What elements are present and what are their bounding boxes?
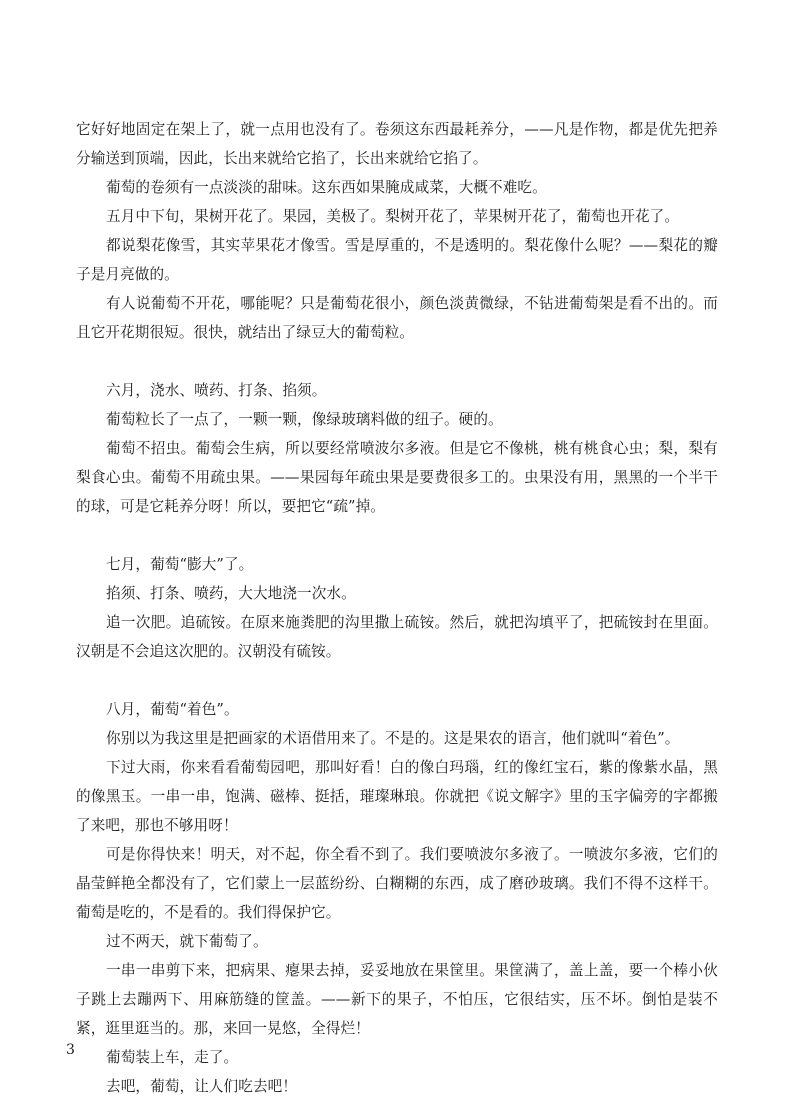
- paragraph: 掐须、打条、喷药，大大地浇一次水。: [106, 585, 356, 602]
- body-text: [76, 115, 718, 1101]
- paragraph: 葡萄的卷须有一点淡淡的甜味。这东西如果腌成咸菜，大概不难吃。: [106, 179, 547, 196]
- paragraph: 有人说葡萄不开花，哪能呢？只是葡萄花很小，颜色淡黄微绿，不钻进葡萄架是看不出的。而且它开花期很短。很快，就结出了绿豆大的葡萄粒。: [76, 295, 718, 341]
- paragraph: 一串一串剪下来，把病果、瘪果去掉，妥妥地放在果筐里。果筐满了，盖上盖，要一个棒小伙子跳上去蹦两下、用麻筋缝的筐盖。——新下的果子，不怕压，它很结实，压不坏。倒怕是装不紧，逛里逛当的。那，来回一晃悠，全得烂！: [76, 962, 718, 1037]
- paragraph: 葡萄不招虫。葡萄会生病，所以要经常喷波尔多液。但是它不像桃，桃有桃食心虫；梨，梨有梨食心虫。葡萄不用疏虫果。——果园每年疏虫果是要费很多工的。虫果没有用，黑黑的一个半干的球，可是它耗养分呀！所以，要把它“疏”掉。: [76, 440, 718, 515]
- paragraph: 下过大雨，你来看看葡萄园吧，那叫好看！白的像白玛瑙，红的像红宝石，紫的像紫水晶，黑的像黑玉。一串一串，饱满、磁棒、挺括，璀璨琳琅。你就把《说文解字》里的玉字偏旁的字都搬了来吧，那也不够用呀！: [76, 759, 718, 834]
- paragraph: 去吧，葡萄，让人们吃去吧！: [106, 1078, 298, 1095]
- section-break: [76, 666, 718, 695]
- section-break: [76, 347, 718, 376]
- paragraph: 七月，葡萄“膨大”了。: [106, 556, 254, 573]
- paragraph: 六月，浇水、喷药、打条、掐须。: [106, 382, 327, 399]
- paragraph: 五月中下旬，果树开花了。果园，美极了。梨树开花了，苹果树开花了，葡萄也开花了。: [106, 208, 680, 225]
- section-break: [76, 521, 718, 550]
- paragraph: 可是你得快来！明天，对不起，你全看不到了。我们要喷波尔多液了。一喷波尔多液，它们的晶莹鲜艳全都没有了，它们蒙上一层蓝纷纷、白糊糊的东西，成了磨砂玻璃。我们不得不这样干。葡萄是吃的，不是看的。我们得保护它。: [76, 846, 718, 921]
- paragraph: 追一次肥。追硫铵。在原来施粪肥的沟里撒上硫铵。然后，就把沟填平了，把硫铵封在里面。汉朝是不会追这次肥的。汉朝没有硫铵。: [76, 614, 718, 660]
- paragraph: 它好好地固定在架上了，就一点用也没有了。卷须这东西最耗养分，——凡是作物，都是优先把养分输送到顶端，因此，长出来就给它掐了，长出来就给它掐了。: [76, 121, 718, 167]
- paragraph: 你别以为我这里是把画家的术语借用来了。不是的。这是果农的语言，他们就叫“着色”。: [106, 730, 680, 747]
- paragraph: 葡萄粒长了一点了，一颗一颗，像绿玻璃料做的纽子。硬的。: [106, 411, 503, 428]
- page-number: 3: [66, 1042, 75, 1058]
- paragraph: 都说梨花像雪，其实苹果花才像雪。雪是厚重的，不是透明的。梨花像什么呢？——梨花的瓣子是月亮做的。: [76, 237, 718, 283]
- paragraph: 过不两天，就下葡萄了。: [106, 933, 268, 950]
- paragraph: 葡萄装上车，走了。: [106, 1049, 239, 1066]
- paragraph: 八月，葡萄“着色”。: [106, 701, 239, 718]
